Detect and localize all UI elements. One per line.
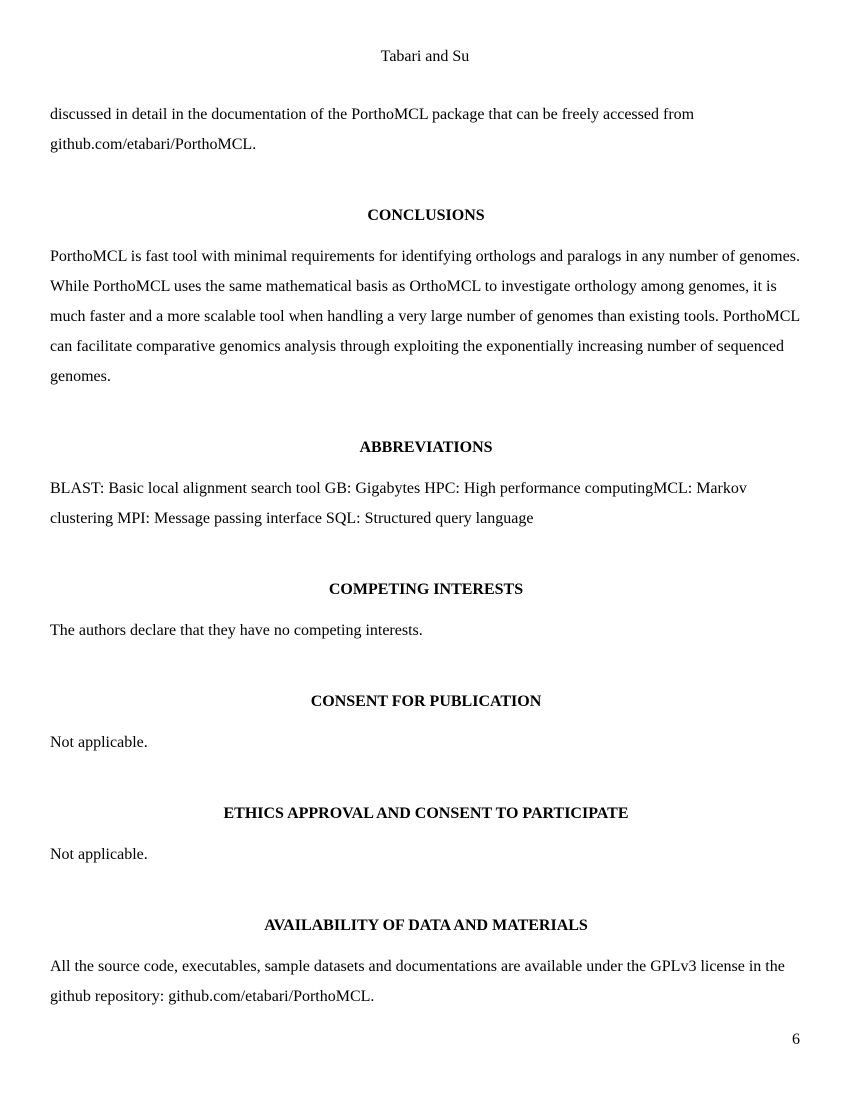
intro-continuation-paragraph: discussed in detail in the documentation of the PorthoMCL package that can be freely accessed from github.com/etabari/PorthoMCL. [50,106,695,153]
page-content [50,100,802,1012]
abbreviations-heading: ABBREVIATIONS [359,439,493,456]
conclusions-heading: CONCLUSIONS [367,207,485,224]
consent-for-publication-heading: CONSENT FOR PUBLICATION [310,693,542,710]
page-number: 6 [792,1031,800,1048]
ethics-approval-heading: ETHICS APPROVAL AND CONSENT TO PARTICIPATE [223,805,629,822]
ethics-approval-paragraph: Not applicable. [50,846,148,863]
conclusions-paragraph: PorthoMCL is fast tool with minimal requirements for identifying orthologs and paralogs in any number of genomes. While PorthoMCL uses the same mathematical basis as OrthoMCL to investigate orthology among genomes, it is much faster and a more scalable tool when handling a very large number of genomes than existing tools. PorthoMCL can facilitate comparative genomics analysis through exploiting the exponentially increasing number of sequenced genomes. [50,248,800,385]
running-header: Tabari and Su [380,48,470,65]
availability-heading: AVAILABILITY OF DATA AND MATERIALS [264,917,588,934]
consent-for-publication-paragraph: Not applicable. [50,734,148,751]
competing-interests-heading: COMPETING INTERESTS [328,581,524,598]
competing-interests-paragraph: The authors declare that they have no competing interests. [50,622,423,639]
availability-paragraph: All the source code, executables, sample datasets and documentations are available under the GPLv3 license in the github repository: github.com/etabari/PorthoMCL. [50,958,785,1005]
abbreviations-paragraph: BLAST: Basic local alignment search tool GB: Gigabytes HPC: High performance computingMCL: Markov clustering MPI: Message passing interface SQL: Structured query language [50,480,747,527]
